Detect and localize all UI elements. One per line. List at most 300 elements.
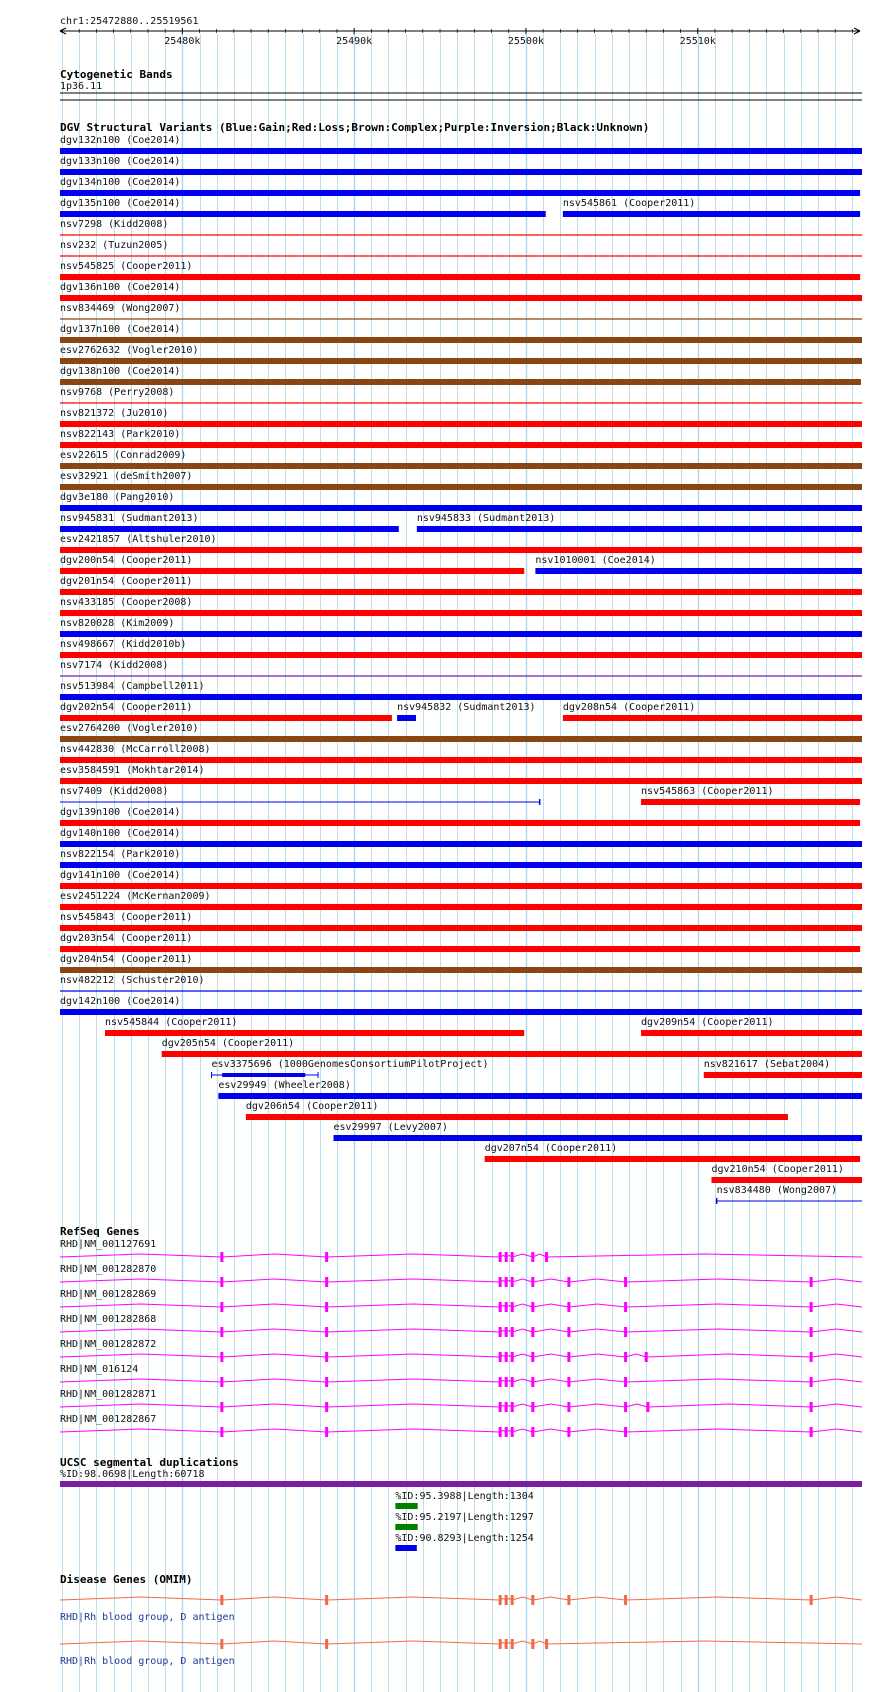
- gene-exon: [499, 1377, 502, 1387]
- gene-exon: [511, 1402, 514, 1412]
- omim-track[interactable]: [60, 1573, 862, 1667]
- variant[interactable]: [60, 261, 860, 280]
- variant-label: dgv3e180 (Pang2010): [60, 492, 175, 503]
- variant-label: esv32921 (deSmith2007): [60, 471, 193, 482]
- variant[interactable]: [60, 534, 862, 553]
- variant[interactable]: [60, 450, 862, 469]
- gene-exon: [220, 1252, 223, 1262]
- segdup-label: %ID:90.8293|Length:1254: [395, 1533, 534, 1544]
- variant-label: nsv498667 (Kidd2010b): [60, 639, 187, 650]
- variant-bar: [704, 1072, 862, 1078]
- variant-label: esv2762632 (Vogler2010): [60, 345, 199, 356]
- gene-exon: [499, 1352, 502, 1362]
- cytogenetic-bands-track[interactable]: [60, 68, 862, 100]
- gene-exon: [325, 1252, 328, 1262]
- gene-exon: [220, 1327, 223, 1337]
- gene-exon: [531, 1302, 534, 1312]
- variant-bar: [60, 169, 862, 175]
- variant-label: nsv945832 (Sudmant2013): [397, 702, 536, 713]
- variant[interactable]: [105, 1017, 524, 1036]
- gene-intron-line: [60, 1279, 862, 1282]
- variant[interactable]: [60, 324, 862, 343]
- variant-label: esv3375696 (1000GenomesConsortiumPilotProject): [211, 1059, 489, 1070]
- gene-exon: [505, 1352, 508, 1362]
- gene-exon: [325, 1327, 328, 1337]
- variant-label: nsv545844 (Cooper2011): [105, 1017, 238, 1028]
- variant-label: esv29997 (Levy2007): [333, 1122, 448, 1133]
- variant-bar: [563, 211, 860, 217]
- variant[interactable]: [60, 912, 862, 931]
- variant[interactable]: [704, 1059, 862, 1078]
- omim-exon: [325, 1595, 328, 1605]
- variant[interactable]: [60, 366, 861, 385]
- gene-exon: [810, 1277, 813, 1287]
- gene-exon: [545, 1252, 548, 1262]
- variant-bar: [60, 925, 862, 931]
- variant[interactable]: [563, 198, 860, 217]
- variant-label: nsv232 (Tuzun2005): [60, 240, 169, 251]
- gene-exon: [624, 1352, 627, 1362]
- variant-label: dgv209n54 (Cooper2011): [641, 1017, 774, 1028]
- gene-exon: [220, 1352, 223, 1362]
- gene-exon: [810, 1352, 813, 1362]
- variant-label: nsv545825 (Cooper2011): [60, 261, 193, 272]
- variant-label: nsv822154 (Park2010): [60, 849, 181, 860]
- variant[interactable]: [60, 576, 862, 595]
- variant[interactable]: [218, 1080, 862, 1099]
- gene-exon: [499, 1252, 502, 1262]
- variant[interactable]: [60, 723, 862, 742]
- segdup-bar: [60, 1481, 862, 1487]
- gene-exon: [624, 1327, 627, 1337]
- variant[interactable]: [60, 387, 862, 403]
- segdup[interactable]: [395, 1512, 533, 1530]
- variant-label: nsv945833 (Sudmant2013): [416, 513, 556, 524]
- gene-intron-line: [60, 1329, 862, 1332]
- gene-exon: [624, 1277, 627, 1287]
- variant-label: dgv208n54 (Cooper2011): [562, 702, 696, 713]
- variant[interactable]: [60, 681, 862, 700]
- gene-exon: [511, 1352, 514, 1362]
- omim-exon: [567, 1595, 570, 1605]
- variant[interactable]: [60, 702, 392, 721]
- gene-exon: [531, 1402, 534, 1412]
- omim-exon: [531, 1595, 534, 1605]
- gene-exon: [810, 1427, 813, 1437]
- variant-label: nsv545863 (Cooper2011): [641, 786, 774, 797]
- variant[interactable]: [60, 870, 862, 889]
- variant[interactable]: [60, 618, 862, 637]
- gene-label: RHD|NM_001282870: [60, 1264, 157, 1275]
- variant-bar: [641, 799, 860, 805]
- variant-bar: [60, 1009, 862, 1015]
- gene-exon: [505, 1252, 508, 1262]
- variant-bar: [246, 1114, 788, 1120]
- variant-label: nsv513984 (Campbell2011): [60, 681, 205, 692]
- variant-label: nsv1010001 (Coe2014): [535, 555, 656, 566]
- omim-intron-line: [60, 1641, 862, 1644]
- variant-bar: [60, 841, 862, 847]
- variant[interactable]: [60, 492, 862, 511]
- omim-exon: [220, 1595, 223, 1605]
- variant-label: esv22615 (Conrad2009): [60, 450, 187, 461]
- variant-label: dgv133n100 (Coe2014): [60, 156, 181, 167]
- gene-intron-line: [60, 1379, 862, 1382]
- variant-label: dgv139n100 (Coe2014): [60, 807, 181, 818]
- variant-bar: [60, 883, 862, 889]
- gene-exon: [325, 1402, 328, 1412]
- variant-label: nsv433185 (Cooper2008): [60, 597, 193, 608]
- variant[interactable]: [60, 786, 540, 805]
- segdup-label: %ID:95.2197|Length:1297: [395, 1512, 534, 1523]
- gene-intron-line: [60, 1404, 862, 1407]
- dgv-track[interactable]: [60, 121, 862, 1204]
- gene-model[interactable]: [60, 1289, 862, 1312]
- variant-label: esv2764200 (Vogler2010): [60, 723, 199, 734]
- gene-exon: [567, 1302, 570, 1312]
- segdup-bar: [395, 1524, 417, 1530]
- gene-label: RHD|NM_001282869: [60, 1289, 157, 1300]
- variant[interactable]: [60, 471, 862, 490]
- gene-exon: [511, 1427, 514, 1437]
- variant-label: dgv142n100 (Coe2014): [60, 996, 181, 1007]
- omim-exon: [325, 1639, 328, 1649]
- variant[interactable]: [60, 429, 862, 448]
- variant[interactable]: [60, 765, 862, 784]
- variant-label: nsv442830 (McCarroll2008): [60, 744, 211, 755]
- variant[interactable]: [485, 1143, 860, 1162]
- variant[interactable]: [334, 1122, 862, 1141]
- variant[interactable]: [60, 198, 546, 217]
- gene-exon: [511, 1252, 514, 1262]
- variant[interactable]: [60, 807, 860, 826]
- variant[interactable]: [60, 828, 862, 847]
- variant-bar: [60, 736, 862, 742]
- variant-label: nsv7409 (Kidd2008): [60, 786, 169, 797]
- variant[interactable]: [60, 135, 862, 154]
- variant-label: nsv482212 (Schuster2010): [60, 975, 205, 986]
- variant-bar: [60, 421, 862, 427]
- variant[interactable]: [60, 219, 862, 235]
- variant-bar: [711, 1177, 862, 1183]
- gene-exon: [505, 1377, 508, 1387]
- variant-bar: [60, 358, 862, 364]
- gene-intron-line: [60, 1354, 862, 1357]
- variant-bar: [222, 1073, 305, 1077]
- variant[interactable]: [60, 555, 524, 574]
- variant-label: dgv132n100 (Coe2014): [60, 135, 181, 146]
- gene-exon: [499, 1302, 502, 1312]
- variant-label: dgv136n100 (Coe2014): [60, 282, 181, 293]
- variant-bar: [535, 568, 862, 574]
- gene-exon: [810, 1327, 813, 1337]
- variant-bar: [60, 274, 860, 280]
- variant[interactable]: [60, 744, 862, 763]
- gene-exon: [325, 1427, 328, 1437]
- omim-exon: [505, 1639, 508, 1649]
- variant-label: nsv834480 (Wong2007): [716, 1185, 838, 1196]
- omim-exon: [624, 1595, 627, 1605]
- variant-label: esv2451224 (McKernan2009): [60, 891, 211, 902]
- variant-label: dgv137n100 (Coe2014): [60, 324, 181, 335]
- variant-bar: [60, 652, 862, 658]
- variant[interactable]: [60, 975, 862, 991]
- gene-exon: [624, 1377, 627, 1387]
- gene-exon: [531, 1277, 534, 1287]
- segdup-title: UCSC segmental duplications: [60, 1456, 239, 1469]
- variant-bar: [60, 778, 862, 784]
- omim-exon: [810, 1595, 813, 1605]
- omim-exon: [511, 1595, 514, 1605]
- variant-label: nsv822143 (Park2010): [60, 429, 181, 440]
- variant[interactable]: [397, 702, 535, 721]
- variant[interactable]: [60, 240, 862, 256]
- variant-bar: [60, 211, 546, 217]
- band-label: 1p36.11: [60, 81, 103, 92]
- omim-title: Disease Genes (OMIM): [60, 1573, 193, 1586]
- gene-exon: [220, 1302, 223, 1312]
- variant-label: dgv135n100 (Coe2014): [60, 198, 181, 209]
- variant-bar: [105, 1030, 524, 1036]
- variant-label: nsv7174 (Kidd2008): [60, 660, 169, 671]
- variant-bar: [563, 715, 862, 721]
- gene-label: RHD|NM_001282868: [60, 1314, 157, 1325]
- gene-exon: [567, 1327, 570, 1337]
- refseq-track[interactable]: [60, 1225, 862, 1437]
- variant-label: nsv821372 (Ju2010): [60, 408, 169, 419]
- variant[interactable]: [60, 891, 862, 910]
- variant-label: nsv821617 (Sebat2004): [703, 1059, 831, 1070]
- segdup[interactable]: [60, 1469, 862, 1487]
- omim-gene[interactable]: [60, 1595, 862, 1623]
- variant-label: dgv138n100 (Coe2014): [60, 366, 181, 377]
- variant-label: nsv820028 (Kim2009): [60, 618, 175, 629]
- gene-exon: [499, 1427, 502, 1437]
- variant[interactable]: [60, 303, 862, 319]
- variant[interactable]: [641, 786, 860, 805]
- variant-bar: [60, 589, 862, 595]
- variant[interactable]: [417, 513, 862, 532]
- gene-exon: [220, 1402, 223, 1412]
- variant-bar: [60, 631, 862, 637]
- gene-exon: [810, 1302, 813, 1312]
- variant-label: dgv207n54 (Cooper2011): [484, 1143, 618, 1154]
- omim-label[interactable]: RHD|Rh blood group, D antigen: [60, 1612, 235, 1623]
- refseq-title: RefSeq Genes: [60, 1225, 140, 1238]
- gene-exon: [511, 1302, 514, 1312]
- variant-label: dgv206n54 (Cooper2011): [245, 1101, 379, 1112]
- variant-bar: [60, 862, 862, 868]
- variant-bar: [60, 547, 862, 553]
- variant-label: nsv545843 (Cooper2011): [60, 912, 193, 923]
- variant-label: dgv203n54 (Cooper2011): [60, 933, 193, 944]
- omim-exon: [531, 1639, 534, 1649]
- variant-label: nsv7298 (Kidd2008): [60, 219, 169, 230]
- gene-exon: [499, 1277, 502, 1287]
- gene-model[interactable]: [60, 1389, 862, 1412]
- omim-exon: [220, 1639, 223, 1649]
- variant[interactable]: [212, 1059, 489, 1078]
- gene-model[interactable]: [60, 1364, 862, 1387]
- gene-exon: [511, 1377, 514, 1387]
- ruler-tick-label: 25480k: [164, 36, 201, 47]
- gene-label: RHD|NM_016124: [60, 1364, 139, 1375]
- variant[interactable]: [162, 1038, 862, 1057]
- variant-label: nsv545861 (Cooper2011): [562, 198, 696, 209]
- gene-model[interactable]: [60, 1314, 862, 1337]
- variant-label: esv2421857 (Altshuler2010): [60, 534, 217, 545]
- variant[interactable]: [60, 345, 862, 364]
- variant[interactable]: [60, 933, 860, 952]
- variant[interactable]: [711, 1164, 862, 1183]
- variant-bar: [60, 820, 860, 826]
- variant[interactable]: [60, 513, 399, 532]
- ruler-tick-label: 25500k: [507, 36, 544, 47]
- variant-bar: [60, 757, 862, 763]
- segdup-bar: [395, 1545, 416, 1551]
- gene-exon: [220, 1277, 223, 1287]
- variant-bar: [485, 1156, 860, 1162]
- variant-bar: [60, 463, 862, 469]
- variant-label: dgv140n100 (Coe2014): [60, 828, 181, 839]
- variant-label: nsv834469 (Wong2007): [60, 303, 181, 314]
- gene-exon: [505, 1427, 508, 1437]
- gene-exon: [624, 1427, 627, 1437]
- gene-exon: [505, 1302, 508, 1312]
- variant-bar: [60, 967, 862, 973]
- variant-bar: [60, 526, 399, 532]
- variant[interactable]: [563, 702, 862, 721]
- gene-exon: [499, 1402, 502, 1412]
- variant-bar: [162, 1051, 862, 1057]
- omim-exon: [511, 1639, 514, 1649]
- variant-bar: [60, 379, 861, 385]
- gene-exon: [505, 1327, 508, 1337]
- variant-bar: [60, 904, 862, 910]
- gene-exon: [505, 1277, 508, 1287]
- variant[interactable]: [60, 156, 862, 175]
- variant-bar: [60, 148, 862, 154]
- omim-intron-line: [60, 1597, 862, 1600]
- gene-exon: [531, 1327, 534, 1337]
- gene-exon: [531, 1352, 534, 1362]
- gene-label: RHD|NM_001127691: [60, 1239, 157, 1250]
- gene-model[interactable]: [60, 1339, 862, 1362]
- segdup-label: %ID:95.3988|Length:1304: [395, 1491, 534, 1502]
- gene-intron-line: [60, 1254, 862, 1257]
- variant-bar: [60, 295, 862, 301]
- variant[interactable]: [60, 954, 862, 973]
- variant[interactable]: [60, 597, 862, 616]
- bands-title: Cytogenetic Bands: [60, 68, 173, 81]
- gene-label: RHD|NM_001282872: [60, 1339, 157, 1350]
- omim-gene[interactable]: [60, 1639, 862, 1667]
- variant-bar: [60, 946, 860, 952]
- gene-exon: [567, 1352, 570, 1362]
- omim-label[interactable]: RHD|Rh blood group, D antigen: [60, 1656, 235, 1667]
- gene-exon: [499, 1327, 502, 1337]
- gene-exon: [567, 1427, 570, 1437]
- gene-exon: [220, 1427, 223, 1437]
- gene-label: RHD|NM_001282871: [60, 1389, 157, 1400]
- variant[interactable]: [641, 1017, 862, 1036]
- variant[interactable]: [60, 282, 862, 301]
- gene-model[interactable]: [60, 1264, 862, 1287]
- gene-exon: [646, 1402, 649, 1412]
- variant-bar: [60, 484, 862, 490]
- variant-label: dgv205n54 (Cooper2011): [161, 1038, 295, 1049]
- variant-bar: [218, 1093, 862, 1099]
- gene-exon: [567, 1377, 570, 1387]
- gene-exon: [567, 1277, 570, 1287]
- variant-label: dgv202n54 (Cooper2011): [60, 702, 193, 713]
- variant-bar: [397, 715, 416, 721]
- gene-label: RHD|NM_001282867: [60, 1414, 157, 1425]
- gene-exon: [567, 1402, 570, 1412]
- gene-intron-line: [60, 1304, 862, 1307]
- variant-label: nsv945831 (Sudmant2013): [60, 513, 199, 524]
- gene-exon: [325, 1377, 328, 1387]
- variant[interactable]: [60, 408, 862, 427]
- gene-exon: [810, 1377, 813, 1387]
- gene-exon: [505, 1402, 508, 1412]
- variant[interactable]: [60, 660, 862, 676]
- ruler-tick-label: 25510k: [679, 36, 716, 47]
- omim-exon: [505, 1595, 508, 1605]
- gene-model[interactable]: [60, 1414, 862, 1437]
- variant[interactable]: [60, 849, 862, 868]
- variant-label: nsv9768 (Perry2008): [60, 387, 175, 398]
- segdup[interactable]: [395, 1533, 533, 1551]
- dgv-title: DGV Structural Variants (Blue:Gain;Red:Loss;Brown:Complex;Purple:Inversion;Black:Unknown): [60, 121, 650, 134]
- variant-bar: [417, 526, 862, 532]
- gene-exon: [511, 1277, 514, 1287]
- omim-exon: [499, 1595, 502, 1605]
- variant-label: dgv141n100 (Coe2014): [60, 870, 181, 881]
- ruler[interactable]: [60, 16, 860, 47]
- variant-label: esv3584591 (Mokhtar2014): [60, 765, 205, 776]
- gene-model[interactable]: [60, 1239, 862, 1262]
- gene-exon: [810, 1402, 813, 1412]
- variant-bar: [60, 694, 862, 700]
- gene-exon: [531, 1427, 534, 1437]
- variant-label: dgv201n54 (Cooper2011): [60, 576, 193, 587]
- segdup[interactable]: [395, 1491, 533, 1509]
- gene-exon: [511, 1327, 514, 1337]
- gene-exon: [624, 1302, 627, 1312]
- segdup-label: %ID:98.0698|Length:60718: [60, 1469, 205, 1480]
- variant[interactable]: [60, 996, 862, 1015]
- variant-bar: [60, 715, 392, 721]
- gene-exon: [531, 1377, 534, 1387]
- variant[interactable]: [246, 1101, 788, 1120]
- segdup-track[interactable]: [60, 1456, 862, 1551]
- variant[interactable]: [60, 177, 860, 196]
- variant-label: dgv200n54 (Cooper2011): [60, 555, 193, 566]
- variant-bar: [60, 568, 524, 574]
- variant[interactable]: [60, 639, 862, 658]
- gene-exon: [220, 1377, 223, 1387]
- gene-exon: [325, 1302, 328, 1312]
- ruler-tick-label: 25490k: [336, 36, 373, 47]
- variant-bar: [60, 505, 862, 511]
- variant-label: dgv204n54 (Cooper2011): [60, 954, 193, 965]
- gene-exon: [325, 1352, 328, 1362]
- variant-label: dgv210n54 (Cooper2011): [711, 1164, 844, 1175]
- variant[interactable]: [717, 1185, 862, 1204]
- segdup-bar: [395, 1503, 417, 1509]
- variant-label: dgv134n100 (Coe2014): [60, 177, 181, 188]
